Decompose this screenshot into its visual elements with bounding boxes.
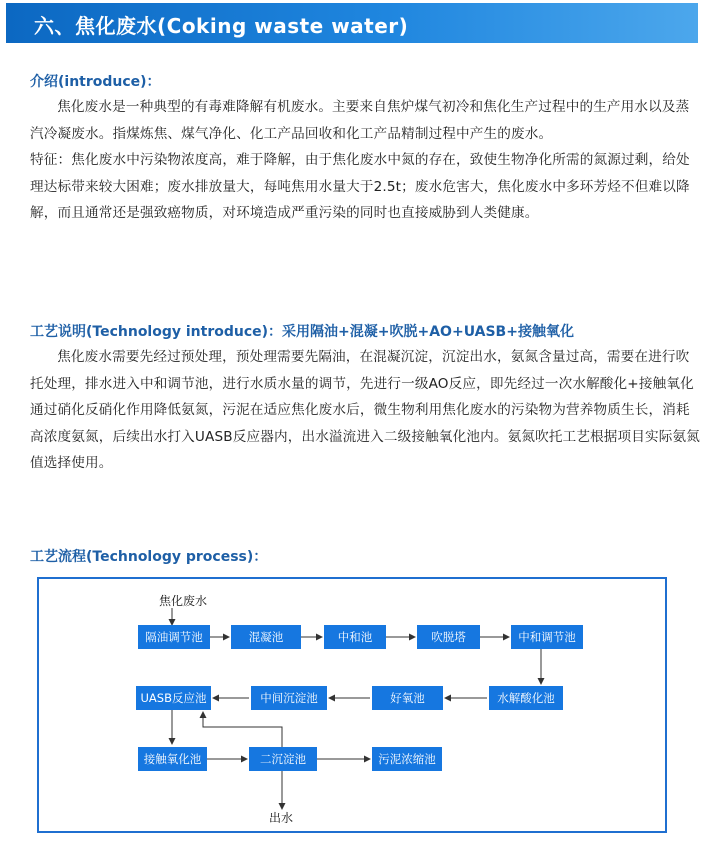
intro-body — [30, 94, 700, 227]
tech-heading: 工艺说明(Technology introduce)：采用隔油+混凝+吹脱+AO+UASB+接触氧化 — [30, 324, 574, 340]
title-banner — [6, 3, 698, 43]
tech-paragraph: 焦化废水需要先经过预处理，预处理需要先隔油，在混凝沉淀，沉淀出水，氨氮含量过高，需要在进行吹托处理，排水进入中和调节池，进行水质水量的调节，先进行一级AO反应，即先经过一次水解酸化+接触氧化通过硝化反硝化作用降低氨氮，污泥在适应焦化废水后，微生物利用焦化废水的污染物为营养物质生长，消耗高浓度氨氮，后续出水打入UASB反应器内，出水溢流进入二级接触氧化池内。氨氮吹托工艺根据项目实际氨氮值选择使用。 — [30, 349, 701, 471]
neutral-adjust-tank-node: 中和调节池 — [511, 625, 583, 649]
contact-oxidation-node: 接触氧化池 — [138, 747, 207, 771]
features-paragraph: 特征：焦化废水中污染物浓度高，难于降解，由于焦化废水中氮的存在，致使生物净化所需的氮源过剩，给处理达标带来较大困难；废水排放量大，每吨焦用水量大于2.5t；废水危害大，焦化废水中多环芳烃不但难以降解，而且通常还是强致癌物质，对环境造成严重污染的同时也直接威胁到人类健康。 — [30, 152, 690, 221]
coagulation-tank-node: 混凝池 — [231, 625, 301, 649]
process-heading: 工艺流程(Technology process)： — [30, 549, 268, 565]
sludge-thickening-node: 污泥浓缩池 — [372, 747, 442, 771]
output-label: 出水 — [269, 811, 294, 825]
secondary-settling-node: 二沉淀池 — [249, 747, 317, 771]
intermediate-settling-node: 中间沉淀池 — [251, 686, 327, 710]
neutralization-tank-node: 中和池 — [324, 625, 386, 649]
uasb-reactor-node: UASB反应池 — [136, 686, 211, 710]
process-flow-diagram — [37, 577, 667, 833]
page-title: 六、焦化废水(Coking waste water) — [34, 14, 409, 38]
intro-paragraph: 焦化废水是一种典型的有毒难降解有机废水。主要来自焦炉煤气初冷和焦化生产过程中的生产用水以及蒸汽冷凝废水。指煤炼焦、煤气净化、化工产品回收和化工产品精制过程中产生的废水。 — [30, 99, 690, 142]
stripping-tower-node: 吹脱塔 — [417, 625, 480, 649]
input-label: 焦化废水 — [159, 594, 208, 608]
hydrolysis-acidification-node: 水解酸化池 — [489, 686, 563, 710]
intro-heading: 介绍(introduce)： — [30, 74, 161, 90]
oil-separation-tank-node: 隔油调节池 — [138, 625, 210, 649]
aerobic-tank-node: 好氧池 — [372, 686, 443, 710]
flow-arrows — [39, 579, 665, 831]
tech-body — [30, 344, 700, 477]
